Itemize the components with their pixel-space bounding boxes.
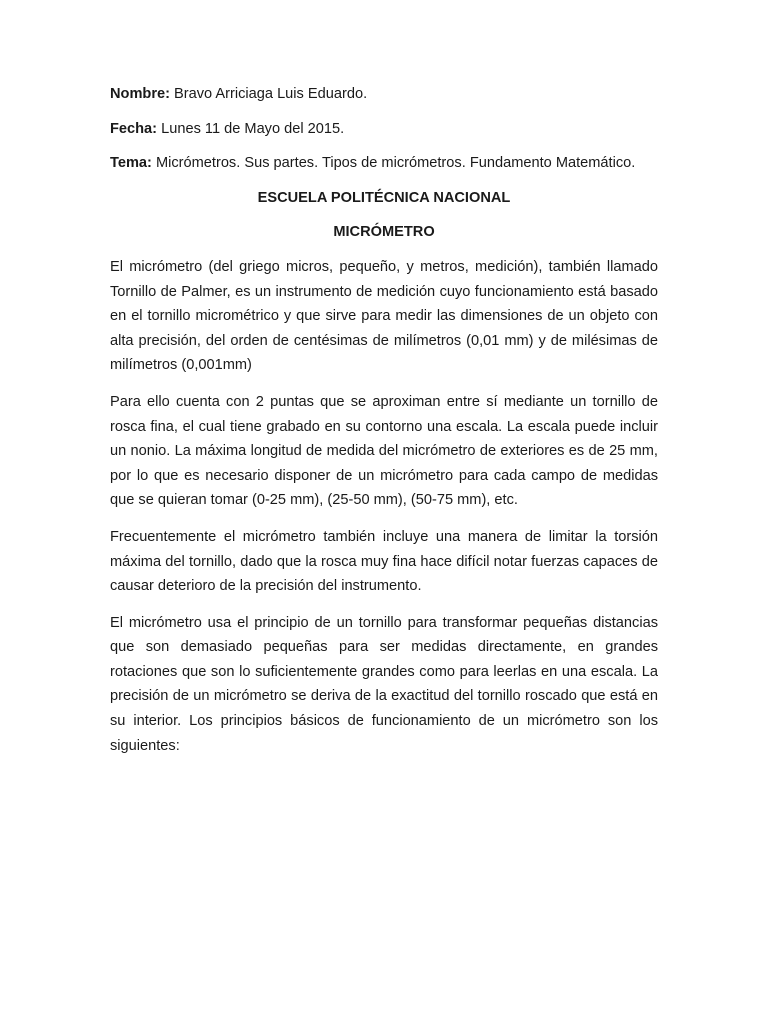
fecha-value: Lunes 11 de Mayo del 2015.: [157, 120, 345, 137]
fecha-label: Fecha:: [110, 120, 158, 137]
tema-label: Tema:: [110, 155, 152, 172]
institution-heading: ESCUELA POLITÉCNICA NACIONAL: [257, 189, 511, 206]
nombre-value: Bravo Arriciaga Luis Eduardo.: [170, 86, 368, 102]
paragraph-1: El micrómetro (del griego micros, pequeño, y metros, medición), también llamado Tornillo de Palmer, es un instrumento de medición cuyo funcionamiento está basado en el tornillo micrométrico y que sirve para medir las dimensiones de un objeto con alta precisión, del orden de centésimas de milímetros (0,01 mm) y de milésimas de milímetros (0,001mm): [110, 258, 658, 374]
paragraph-2: Para ello cuenta con 2 puntas que se aproximan entre sí mediante un tornillo de rosca fina, el cual tiene grabado en su contorno una escala. La escala puede incluir un nonio. La máxima longitud de medida del micrómetro de exteriores es de 25 mm, por lo que es necesario disponer de un micrómetro para cada campo de medidas que se quieran tomar (0-25 mm), (25-50 mm), (50-75 mm), etc.: [110, 393, 658, 509]
tema-value: Micrómetros. Sus partes. Tipos de micrómetros. Fundamento Matemático.: [151, 155, 636, 172]
document-page: [110, 82, 658, 770]
nombre-line: [110, 82, 658, 107]
nombre-label: Nombre:: [110, 86, 170, 102]
document-title: MICRÓMETRO: [333, 224, 435, 241]
paragraph-4: El micrómetro usa el principio de un tornillo para transformar pequeñas distancias que son demasiado pequeñas para ser medidas directamente, en grandes rotaciones que son lo suficientemente grandes como para leerlas en una escala. La precisión de un micrómetro se deriva de la exactitud del tornillo roscado que está en su interior. Los principios básicos de funcionamiento de un micrómetro son los siguientes:: [110, 614, 658, 754]
tema-line: [110, 151, 658, 176]
fecha-line: [110, 117, 658, 142]
paragraph-3: Frecuentemente el micrómetro también incluye una manera de limitar la torsión máxima del tornillo, dado que la rosca muy fina hace difícil notar fuerzas capaces de causar deterioro de la precisión del instrumento.: [110, 528, 658, 595]
